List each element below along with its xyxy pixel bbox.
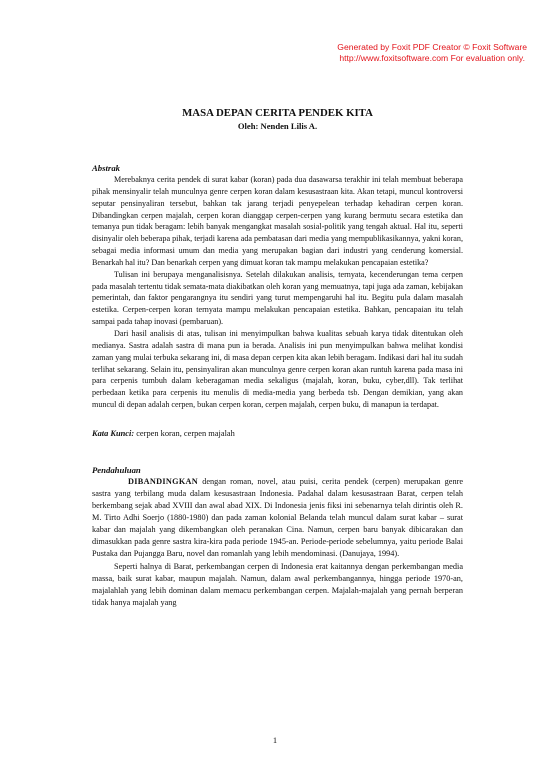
intro-paragraph-2: Seperti halnya di Barat, perkembangan cerpen di Indonesia erat kaitannya dengan perkembangan media massa, baik surat kabar, maupun majalah. Namun, dalam awal perkembangannya, hingga periode 1970-an, majalahlah yang lebih dominan dalam memacu perkembangan cerpen. Majalah-majalah yang pernah berperan tidak hanya majalah yang [92, 561, 463, 607]
abstract-paragraph-3: Dari hasil analisis di atas, tulisan ini menyimpulkan bahwa kualitas sebuah karya tidak ditentukan oleh medianya. Sastra adalah sastra di mana pun ia berada. Analisis ini pun menyimpulkan bahwa melihat kondisi zaman yang mulai terbuka sekarang ini, di masa depan cerpen kita akan lebih beragam. Indikasi dari hal itu sudah terlihat sekarang. Selain itu, pensinyaliran akan munculnya genre cerpen koran akan runtuh karena pada masa ini para cerpenis tumbuh dalam keberagaman media sekaligus (majalah, koran, buku, cyber,dll). Tak terlihat perbedaan ketika para cerpenis itu menulis di media-media yang berbeda tsb. Dengan demikian, yang akan muncul di depan adalah cerpen, bukan cerpen koran, cerpen majalah, cerpen buku, di manapun ia terdapat. [92, 328, 463, 410]
abstract-paragraph-1: Merebaknya cerita pendek di surat kabar (koran) pada dua dasawarsa terakhir ini telah membuat beberapa pihak mensinyalir telah munculnya genre cerpen koran dalam kesusastraan kita. Akan tetapi, muncul kontroversi seputar pensinyaliran tersebut, bahkan tak jarang terjadi penyepelean terhadap kehadiran cerpen koran. Dibandingkan cerpen majalah, cerpen koran dianggap cerpen-cerpen yang kurang bermutu secara estetika dan temanya pun tidak beragam: lebih banyak mengangkat masalah sosial-politik yang tengah aktual. Hal itu, seperti disinyalir oleh beberapa pihak, terjadi karena ada pembatasan dari media yang mempublikasikannya, yakni koran, sebagai media informasi umum dan media yang merupakan bagian dari industri yang cenderung komersial. Benarkah hal itu? Dan benarkah cerpen yang dimuat koran tak mampu melakukan pencapaian estetika? [92, 175, 463, 267]
document-page [92, 107, 463, 609]
keywords-line [92, 428, 463, 439]
document-author: Oleh: Nenden Lilis A. [237, 121, 318, 131]
intro-paragraph-1-text: dengan roman, novel, atau puisi, cerita pendek (cerpen) merupakan genre sastra yang terbilang muda dalam kesusastraan Indonesia. Padahal dalam kesusastraan Barat, cerpen telah berkembang sejak abad XVIII dan awal abad XIX. Di Indonesia jenis fiksi ini sebenarnya telah dirintis oleh R. M. Tirto Adhi Soerjo (1880-1980) dan pada zaman kolonial Belanda telah muncul dalam surat kabar – surat kabar dan majalah yang dikembangkan oleh peranakan Cina. Namun, cerpen baru banyak dibicarakan dan dimasukkan pada genre sastra kira-kira pada periode 1945-an. Periode-periode sebelumnya, yaitu periode Balai Pustaka dan Pujangga Baru, novel dan romanlah yang lebih mendominasi. (Danujaya, 1994). [92, 476, 463, 559]
keywords-label: Kata Kunci: [92, 428, 135, 438]
document-title: MASA DEPAN CERITA PENDEK KITA [182, 107, 373, 119]
intro-paragraph-1 [92, 476, 463, 561]
watermark-line-1: Generated by Foxit PDF Creator © Foxit Software [337, 42, 527, 52]
abstract-paragraph-2: Tulisan ini berupaya menganalisisnya. Setelah dilakukan analisis, ternyata, kecenderungan tema cerpen pada masalah tertentu tidak semata-mata diakibatkan oleh koran yang memuatnya, tapi juga ada zaman, kebijakan pemerintah, dan faktor pengarangnya itu sendiri yang turut mempengaruhi hal itu. Begitu pula dalam masalah estetika. Cerpen-cerpen koran ternyata mampu melakukan pencapaian estetika. Bahkan, pencapaian itu telah sampai pada tahap inovasi (pembaruan). [92, 269, 463, 327]
page-number: 1 [272, 735, 278, 745]
watermark-line-2: http://www.foxitsoftware.com For evaluation only. [339, 52, 525, 63]
abstract-heading: Abstrak [92, 163, 121, 173]
intro-lead-word: DIBANDINGKAN [128, 476, 199, 486]
keywords-value: cerpen koran, cerpen majalah [134, 428, 235, 438]
intro-heading: Pendahuluan [92, 464, 141, 475]
foxit-watermark [337, 42, 527, 63]
